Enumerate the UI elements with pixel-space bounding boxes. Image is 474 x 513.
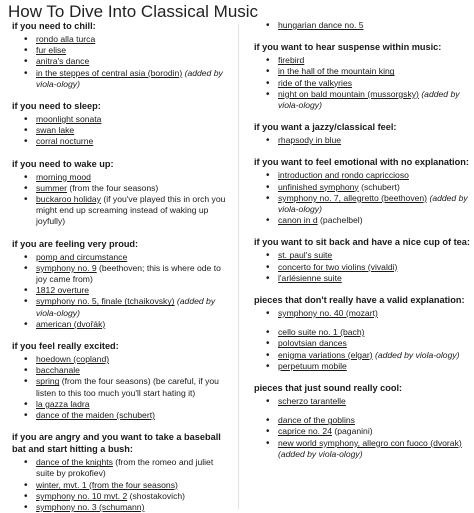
piece-list: [2, 252, 234, 330]
page-title: How To Dive Into Classical Music: [8, 2, 259, 21]
piece-link[interactable]: hoedown (copland): [36, 354, 110, 365]
list-item: [244, 396, 472, 407]
attribution-note: (added by viola-ology): [278, 448, 363, 459]
category-section: [244, 236, 472, 284]
category-section: [2, 100, 234, 148]
piece-link[interactable]: symphony no. 9: [36, 262, 97, 273]
list-item: [2, 172, 234, 183]
right-column: [244, 20, 472, 509]
list-item: [244, 215, 472, 226]
list-item: [244, 89, 472, 111]
list-item: [2, 183, 234, 194]
list-item: [244, 250, 472, 261]
left-column: [2, 21, 234, 513]
piece-list: [244, 250, 472, 284]
list-item: [2, 399, 234, 410]
piece-link[interactable]: st. paul's suite: [278, 250, 333, 261]
piece-link[interactable]: concerto for two violins (vivaldi): [278, 261, 398, 272]
piece-comment: (from the romeo and juliet suite by prokofiev): [36, 457, 214, 479]
piece-link[interactable]: dance of the knights: [36, 457, 113, 468]
piece-list: [244, 135, 472, 146]
list-item: [2, 68, 234, 90]
piece-link[interactable]: swan lake: [36, 125, 75, 136]
list-item: [244, 415, 472, 426]
list-item: [244, 426, 472, 437]
piece-list: [2, 457, 234, 513]
list-item: [2, 410, 234, 421]
piece-link[interactable]: la gazza ladra: [36, 398, 90, 409]
piece-list: [244, 55, 472, 111]
piece-comment: (paganini): [331, 426, 373, 437]
category-heading: if you need to wake up:: [12, 158, 114, 169]
piece-link[interactable]: buckaroo holiday: [36, 194, 101, 205]
piece-link[interactable]: enigma variations (elgar): [278, 349, 373, 360]
list-item: [244, 361, 472, 372]
piece-link[interactable]: dance of the goblins: [278, 415, 355, 426]
list-item: [2, 365, 234, 376]
list-item: [244, 338, 472, 349]
piece-link[interactable]: anitra's dance: [36, 56, 90, 67]
piece-list: [2, 114, 234, 148]
piece-comment: (pachelbel): [317, 215, 363, 226]
list-spacer: [244, 319, 472, 327]
category-heading: if you need to chill:: [12, 21, 96, 31]
list-item: [2, 56, 234, 67]
list-item: [244, 350, 472, 361]
category-heading: pieces that don't really have a valid explanation:: [254, 295, 465, 306]
list-item: [2, 114, 234, 125]
attribution-note: (added by viola-ology): [278, 88, 460, 111]
piece-link[interactable]: symphony no. 7, allegretto (beethoven): [278, 192, 428, 203]
list-item: [2, 136, 234, 147]
piece-link[interactable]: scherzo tarantelle: [278, 396, 346, 407]
attribution-note: (added by viola-ology): [374, 349, 460, 360]
piece-link[interactable]: american (dvořák): [36, 318, 106, 329]
column-divider: [238, 24, 239, 509]
piece-link[interactable]: dance of the maiden (schubert): [36, 410, 155, 421]
category-heading: if you feel really excited:: [12, 341, 119, 352]
category-heading: if you want to hear suspense within music:: [254, 42, 442, 53]
piece-link[interactable]: polovtsian dances: [278, 338, 347, 349]
piece-link[interactable]: symphony no. 40 (mozart): [278, 308, 378, 319]
piece-link[interactable]: cello suite no. 1 (bach): [278, 327, 365, 338]
piece-link[interactable]: new world symphony, allegro con fuoco (dvorak): [278, 437, 462, 448]
piece-link[interactable]: unfinished symphony: [278, 181, 359, 192]
piece-link[interactable]: hungarian dance no. 5: [278, 20, 364, 30]
piece-comment: (schubert): [358, 181, 400, 192]
piece-link[interactable]: rondo alla turca: [36, 34, 96, 44]
list-item: [244, 170, 472, 181]
piece-link[interactable]: night on bald mountain (mussorgsky): [278, 88, 419, 99]
piece-comment: (if you've played this in orch you might end up screaming instead of waking up joyfully): [36, 194, 226, 227]
category-section: [2, 431, 234, 513]
piece-link[interactable]: symphony no. 10 mvt. 2: [36, 490, 128, 501]
category-heading: if you want a jazzy/classical feel:: [254, 122, 397, 133]
list-item: [2, 376, 234, 398]
attribution-note: (added by viola-ology): [36, 67, 223, 89]
category-section: [244, 121, 472, 146]
piece-list: [244, 308, 472, 372]
category-section: [244, 20, 472, 31]
category-section: [2, 340, 234, 421]
piece-link[interactable]: in the steppes of central asia (borodin): [36, 67, 183, 78]
piece-link[interactable]: introduction and rondo capriccioso: [278, 170, 409, 181]
attribution-note: (added by viola-ology): [278, 192, 468, 215]
list-item: [244, 55, 472, 66]
category-heading: if you need to sleep:: [12, 101, 101, 112]
category-heading: pieces that just sound really cool:: [254, 383, 403, 394]
category-heading: if you are feeling very proud:: [12, 238, 139, 249]
list-item: [244, 273, 472, 284]
list-item: [244, 135, 472, 146]
piece-link[interactable]: perpetuum mobile: [278, 360, 347, 371]
piece-comment: (from the four seasons): [67, 182, 159, 193]
piece-link[interactable]: corral nocturne: [36, 136, 94, 147]
piece-link[interactable]: spring: [36, 376, 60, 387]
category-heading: if you are angry and you want to take a baseball bat and start hitting a bush:: [12, 432, 221, 455]
list-item: [2, 457, 234, 479]
list-item: [2, 285, 234, 296]
list-spacer: [244, 407, 472, 415]
piece-comment: (shostakovich): [127, 490, 186, 501]
piece-link[interactable]: firebird: [278, 55, 305, 66]
list-item: [2, 194, 234, 228]
list-item: [244, 182, 472, 193]
piece-link[interactable]: caprice no. 24: [278, 426, 332, 437]
category-section: [244, 382, 472, 460]
attribution-note: (added by viola-ology): [36, 296, 216, 318]
list-item: [2, 34, 234, 45]
list-item: [244, 262, 472, 273]
list-item: [2, 125, 234, 136]
list-item: [244, 327, 472, 338]
piece-list: [2, 34, 234, 90]
piece-link[interactable]: symphony no. 5, finale (tchaikovsky): [36, 296, 175, 307]
piece-link[interactable]: in the hall of the mountain king: [278, 66, 395, 77]
category-section: [244, 41, 472, 111]
list-item: [244, 438, 472, 460]
list-item: [244, 193, 472, 215]
piece-link[interactable]: fur elise: [36, 45, 67, 56]
piece-link[interactable]: canon in d: [278, 215, 318, 226]
piece-link[interactable]: moonlight sonata: [36, 114, 102, 125]
list-item: [2, 296, 234, 318]
piece-link[interactable]: ride of the valkyries: [278, 77, 353, 88]
list-item: [244, 20, 472, 31]
category-section: [2, 238, 234, 330]
list-item: [2, 354, 234, 365]
piece-link[interactable]: morning mood: [36, 171, 91, 182]
list-item: [2, 45, 234, 56]
category-section: [2, 158, 234, 228]
piece-link[interactable]: winter, mvt. 1 (from the four seasons): [36, 479, 178, 490]
piece-list: [244, 20, 472, 31]
list-item: [2, 252, 234, 263]
piece-link[interactable]: rhapsody in blue: [278, 135, 342, 146]
piece-comment: (beethoven; this is where ode to joy came from): [36, 262, 221, 285]
list-item: [244, 78, 472, 89]
piece-link[interactable]: pomp and circumstance: [36, 251, 128, 262]
piece-link[interactable]: summer: [36, 182, 68, 193]
category-section: [244, 156, 472, 226]
list-item: [2, 491, 234, 502]
piece-list: [2, 172, 234, 228]
piece-link[interactable]: bacchanale: [36, 365, 80, 376]
category-section: [244, 294, 472, 372]
list-item: [244, 66, 472, 77]
piece-link[interactable]: 1812 overture: [36, 285, 90, 296]
piece-list: [244, 170, 472, 226]
piece-list: [244, 396, 472, 460]
piece-link[interactable]: symphony no. 3 (schumann): [36, 502, 145, 513]
list-item: [2, 263, 234, 285]
piece-comment: (from the four seasons) (be careful, if you listen to this too much you'll start hating it): [36, 376, 219, 398]
category-heading: if you want to sit back and have a nice cup of tea:: [254, 237, 470, 248]
category-heading: if you want to feel emotional with no explanation:: [254, 157, 469, 168]
list-item: [2, 480, 234, 491]
list-item: [2, 319, 234, 330]
list-item: [2, 502, 234, 513]
category-section: [2, 20, 234, 90]
piece-link[interactable]: l'arlésienne suite: [278, 272, 342, 283]
list-item: [244, 308, 472, 319]
piece-list: [2, 354, 234, 421]
